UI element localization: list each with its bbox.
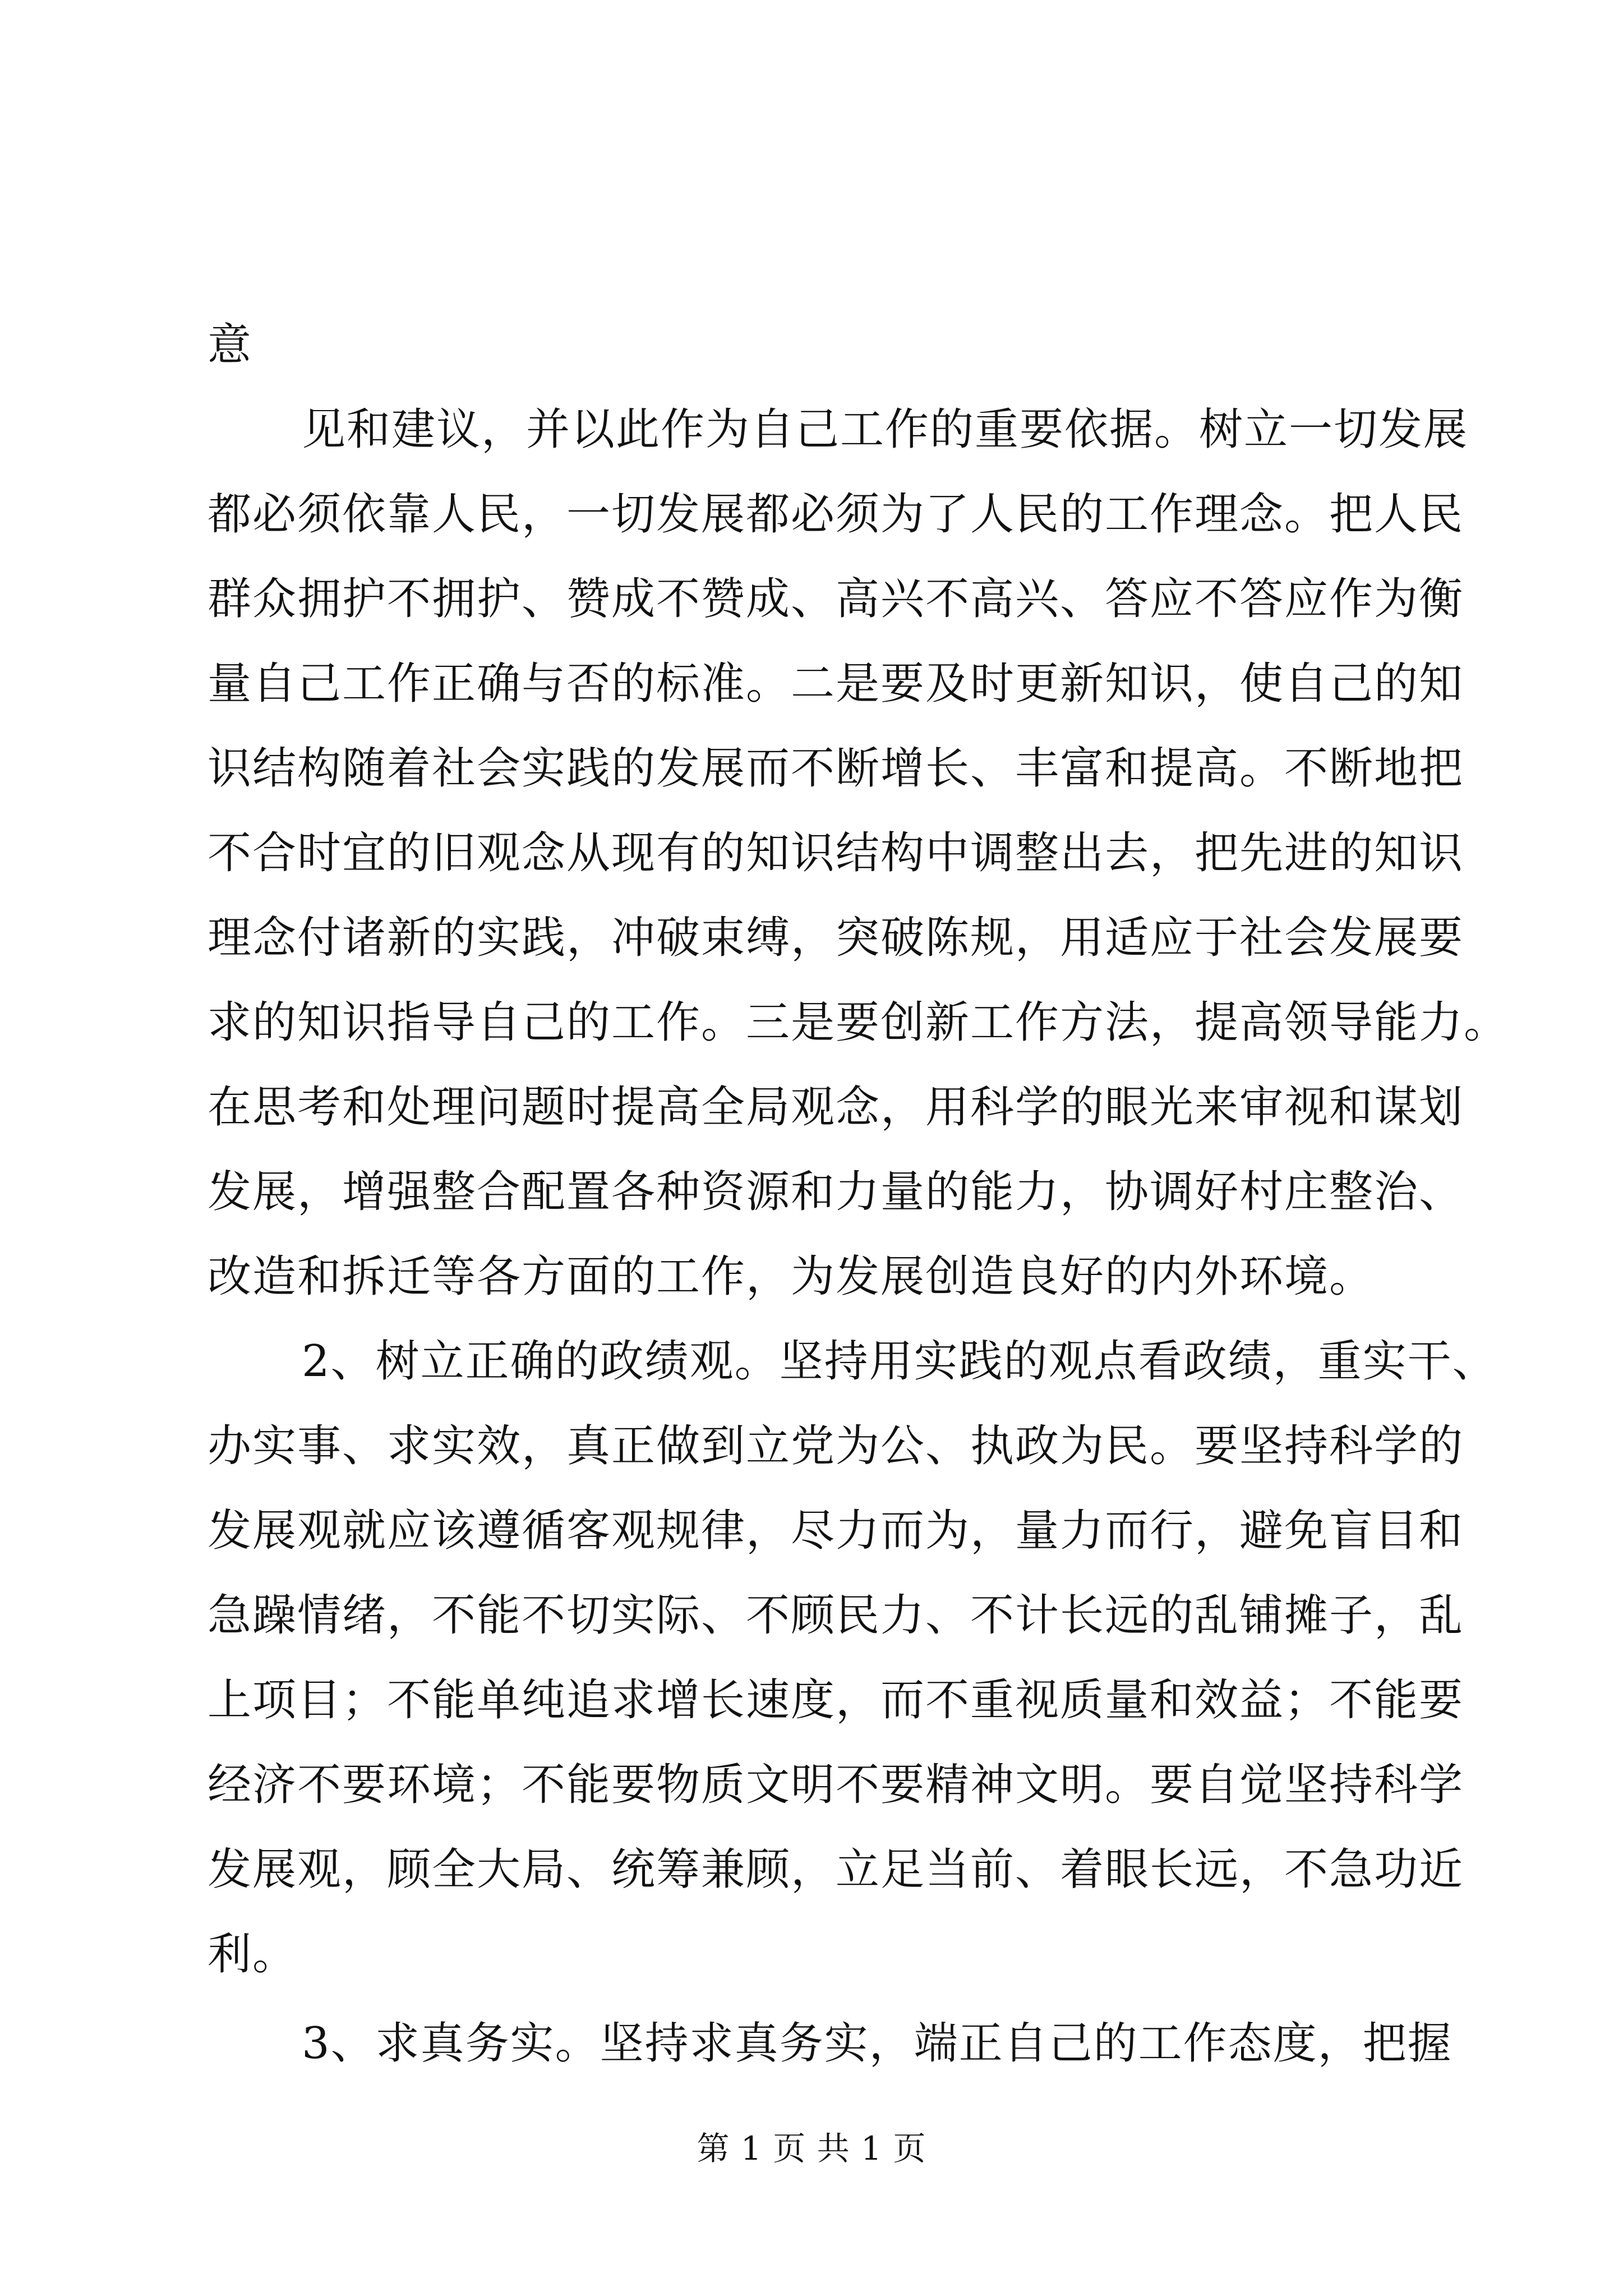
text-line: 3、求真务实。坚持求真务实，端正自己的工作态度，把握 xyxy=(302,2018,1453,2069)
text-line: 发展，增强整合配置各种资源和力量的能力，协调好村庄整治、 xyxy=(208,1167,1464,1217)
text-line: 经济不要环境；不能要物质文明不要精神文明。要自觉坚持科学 xyxy=(208,1760,1464,1810)
page-number-footer: 第 1 页 共 1 页 xyxy=(697,2129,926,2168)
text-line: 都必须依靠人民，一切发展都必须为了人民的工作理念。把人民 xyxy=(208,489,1464,540)
text-line: 利。 xyxy=(208,1929,298,1980)
text-line: 见和建议，并以此作为自己工作的重要依据。树立一切发展 xyxy=(302,404,1469,455)
text-line: 意 xyxy=(208,320,253,370)
text-line: 求的知识指导自己的工作。三是要创新工作方法，提高领导能力。 xyxy=(208,997,1509,1048)
text-line: 群众拥护不拥护、赞成不赞成、高兴不高兴、答应不答应作为衡 xyxy=(208,574,1464,624)
text-line: 量自己工作正确与否的标准。二是要及时更新知识，使自己的知 xyxy=(208,659,1464,709)
text-line: 在思考和处理问题时提高全局观念，用科学的眼光来审视和谋划 xyxy=(208,1082,1464,1133)
text-line: 办实事、求实效，真正做到立党为公、执政为民。要坚持科学的 xyxy=(208,1421,1464,1471)
text-line: 2、树立正确的政绩观。坚持用实践的观点看政绩，重实干、 xyxy=(302,1336,1497,1387)
text-line: 识结构随着社会实践的发展而不断增长、丰富和提高。不断地把 xyxy=(208,743,1464,794)
text-line: 急躁情绪，不能不切实际、不顾民力、不计长远的乱铺摊子，乱 xyxy=(208,1590,1464,1641)
text-line: 发展观，顾全大局、统筹兼顾，立足当前、着眼长远，不急功近 xyxy=(208,1844,1464,1895)
text-line: 改造和拆迁等各方面的工作，为发展创造良好的内外环境。 xyxy=(208,1251,1375,1302)
document-body xyxy=(208,303,1509,2086)
text-line: 理念付诸新的实践，冲破束缚，突破陈规，用适应于社会发展要 xyxy=(208,913,1464,963)
text-line: 上项目；不能单纯追求增长速度，而不重视质量和效益；不能要 xyxy=(208,1675,1464,1726)
text-line: 不合时宜的旧观念从现有的知识结构中调整出去，把先进的知识 xyxy=(208,828,1464,878)
text-line: 发展观就应该遵循客观规律，尽力而为，量力而行，避免盲目和 xyxy=(208,1506,1464,1556)
